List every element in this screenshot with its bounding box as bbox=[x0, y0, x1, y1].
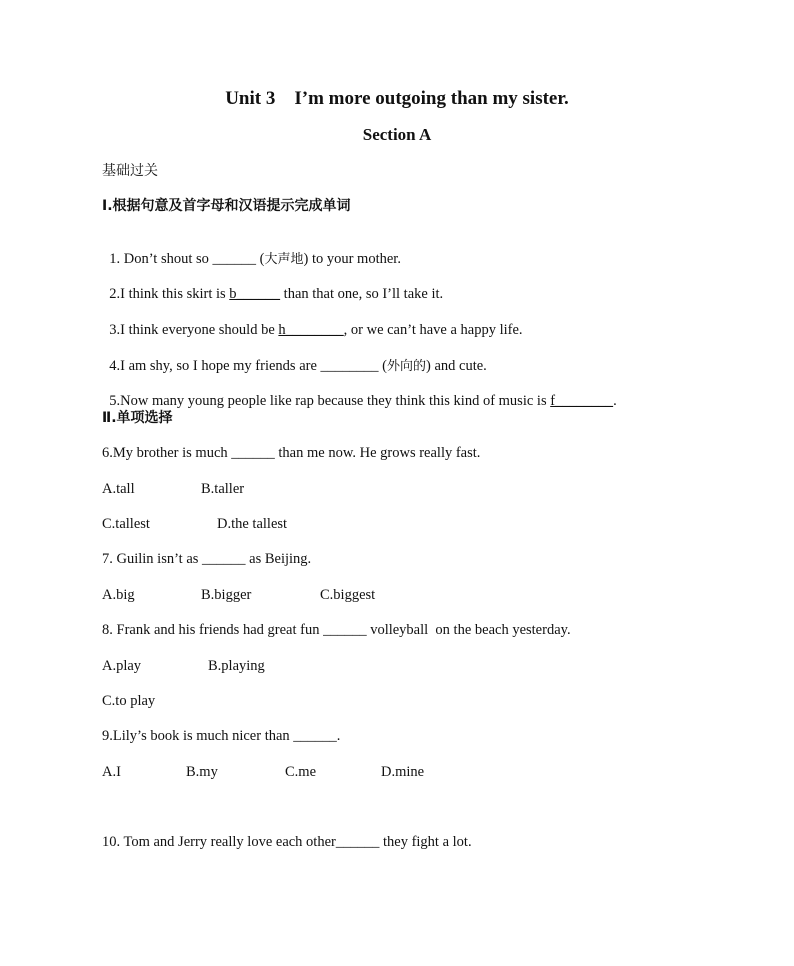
unit-title: Unit 3 I’m more outgoing than my sister. bbox=[225, 88, 569, 109]
q2-text-a: 2.I think this skirt is bbox=[109, 286, 230, 302]
question-3 bbox=[102, 303, 523, 339]
q8-option-b: B.playing bbox=[208, 658, 265, 674]
q6-option-d: D.the tallest bbox=[217, 516, 288, 532]
q3-text-a: 3.I think everyone should be bbox=[109, 322, 279, 338]
part2-heading: Ⅱ.单项选择 bbox=[102, 410, 173, 426]
part-basic-heading: 基础过关 bbox=[102, 163, 158, 179]
question-2 bbox=[102, 267, 443, 303]
q1-text-a: 1. Don’t shout so ______ ( bbox=[109, 251, 265, 267]
q2-blank: b______ bbox=[229, 286, 281, 302]
question-8: 8. Frank and his friends had great fun ______ volleyball on the beach yesterday. bbox=[102, 622, 571, 638]
q9-option-a: A.I bbox=[102, 764, 121, 780]
q1-hint: 大声地 bbox=[264, 252, 304, 267]
q5-blank: f________ bbox=[550, 393, 614, 409]
q7-option-a: A.big bbox=[102, 587, 135, 603]
question-1 bbox=[102, 232, 401, 269]
part1-heading: Ⅰ.根据句意及首字母和汉语提示完成单词 bbox=[102, 198, 351, 214]
q3-text-b: , or we can’t have a happy life. bbox=[343, 322, 523, 338]
q4-text-a: 4.I am shy, so I hope my friends are ________ ( bbox=[109, 358, 387, 374]
question-9: 9.Lily’s book is much nicer than ______. bbox=[102, 728, 341, 744]
question-7: 7. Guilin isn’t as ______ as Beijing. bbox=[102, 551, 312, 567]
q3-blank: h________ bbox=[278, 322, 344, 338]
q6-option-a: A.tall bbox=[102, 481, 135, 497]
q1-text-b: ) to your mother. bbox=[303, 251, 401, 267]
section-title: Section A bbox=[362, 125, 432, 144]
q9-option-d: D.mine bbox=[381, 764, 425, 780]
q6-option-c: C.tallest bbox=[102, 516, 150, 532]
question-4 bbox=[102, 339, 487, 376]
q9-option-c: C.me bbox=[285, 764, 317, 780]
q8-option-c: C.to play bbox=[102, 693, 156, 709]
q9-option-b: B.my bbox=[186, 764, 218, 780]
q6-option-b: B.taller bbox=[201, 481, 245, 497]
q5-text-a: 5.Now many young people like rap because they think this kind of music is bbox=[109, 393, 551, 409]
question-5 bbox=[102, 374, 617, 410]
q7-option-c: C.biggest bbox=[320, 587, 376, 603]
q2-text-b: than that one, so I’ll take it. bbox=[280, 286, 444, 302]
q4-text-b: ) and cute. bbox=[426, 358, 487, 374]
question-6: 6.My brother is much ______ than me now. He grows really fast. bbox=[102, 445, 481, 461]
question-10: 10. Tom and Jerry really love each other______ they fight a lot. bbox=[102, 834, 472, 850]
q7-option-b: B.bigger bbox=[201, 587, 252, 603]
q4-hint: 外向的 bbox=[386, 359, 426, 374]
q5-text-b: . bbox=[613, 393, 617, 409]
q8-option-a: A.play bbox=[102, 658, 142, 674]
